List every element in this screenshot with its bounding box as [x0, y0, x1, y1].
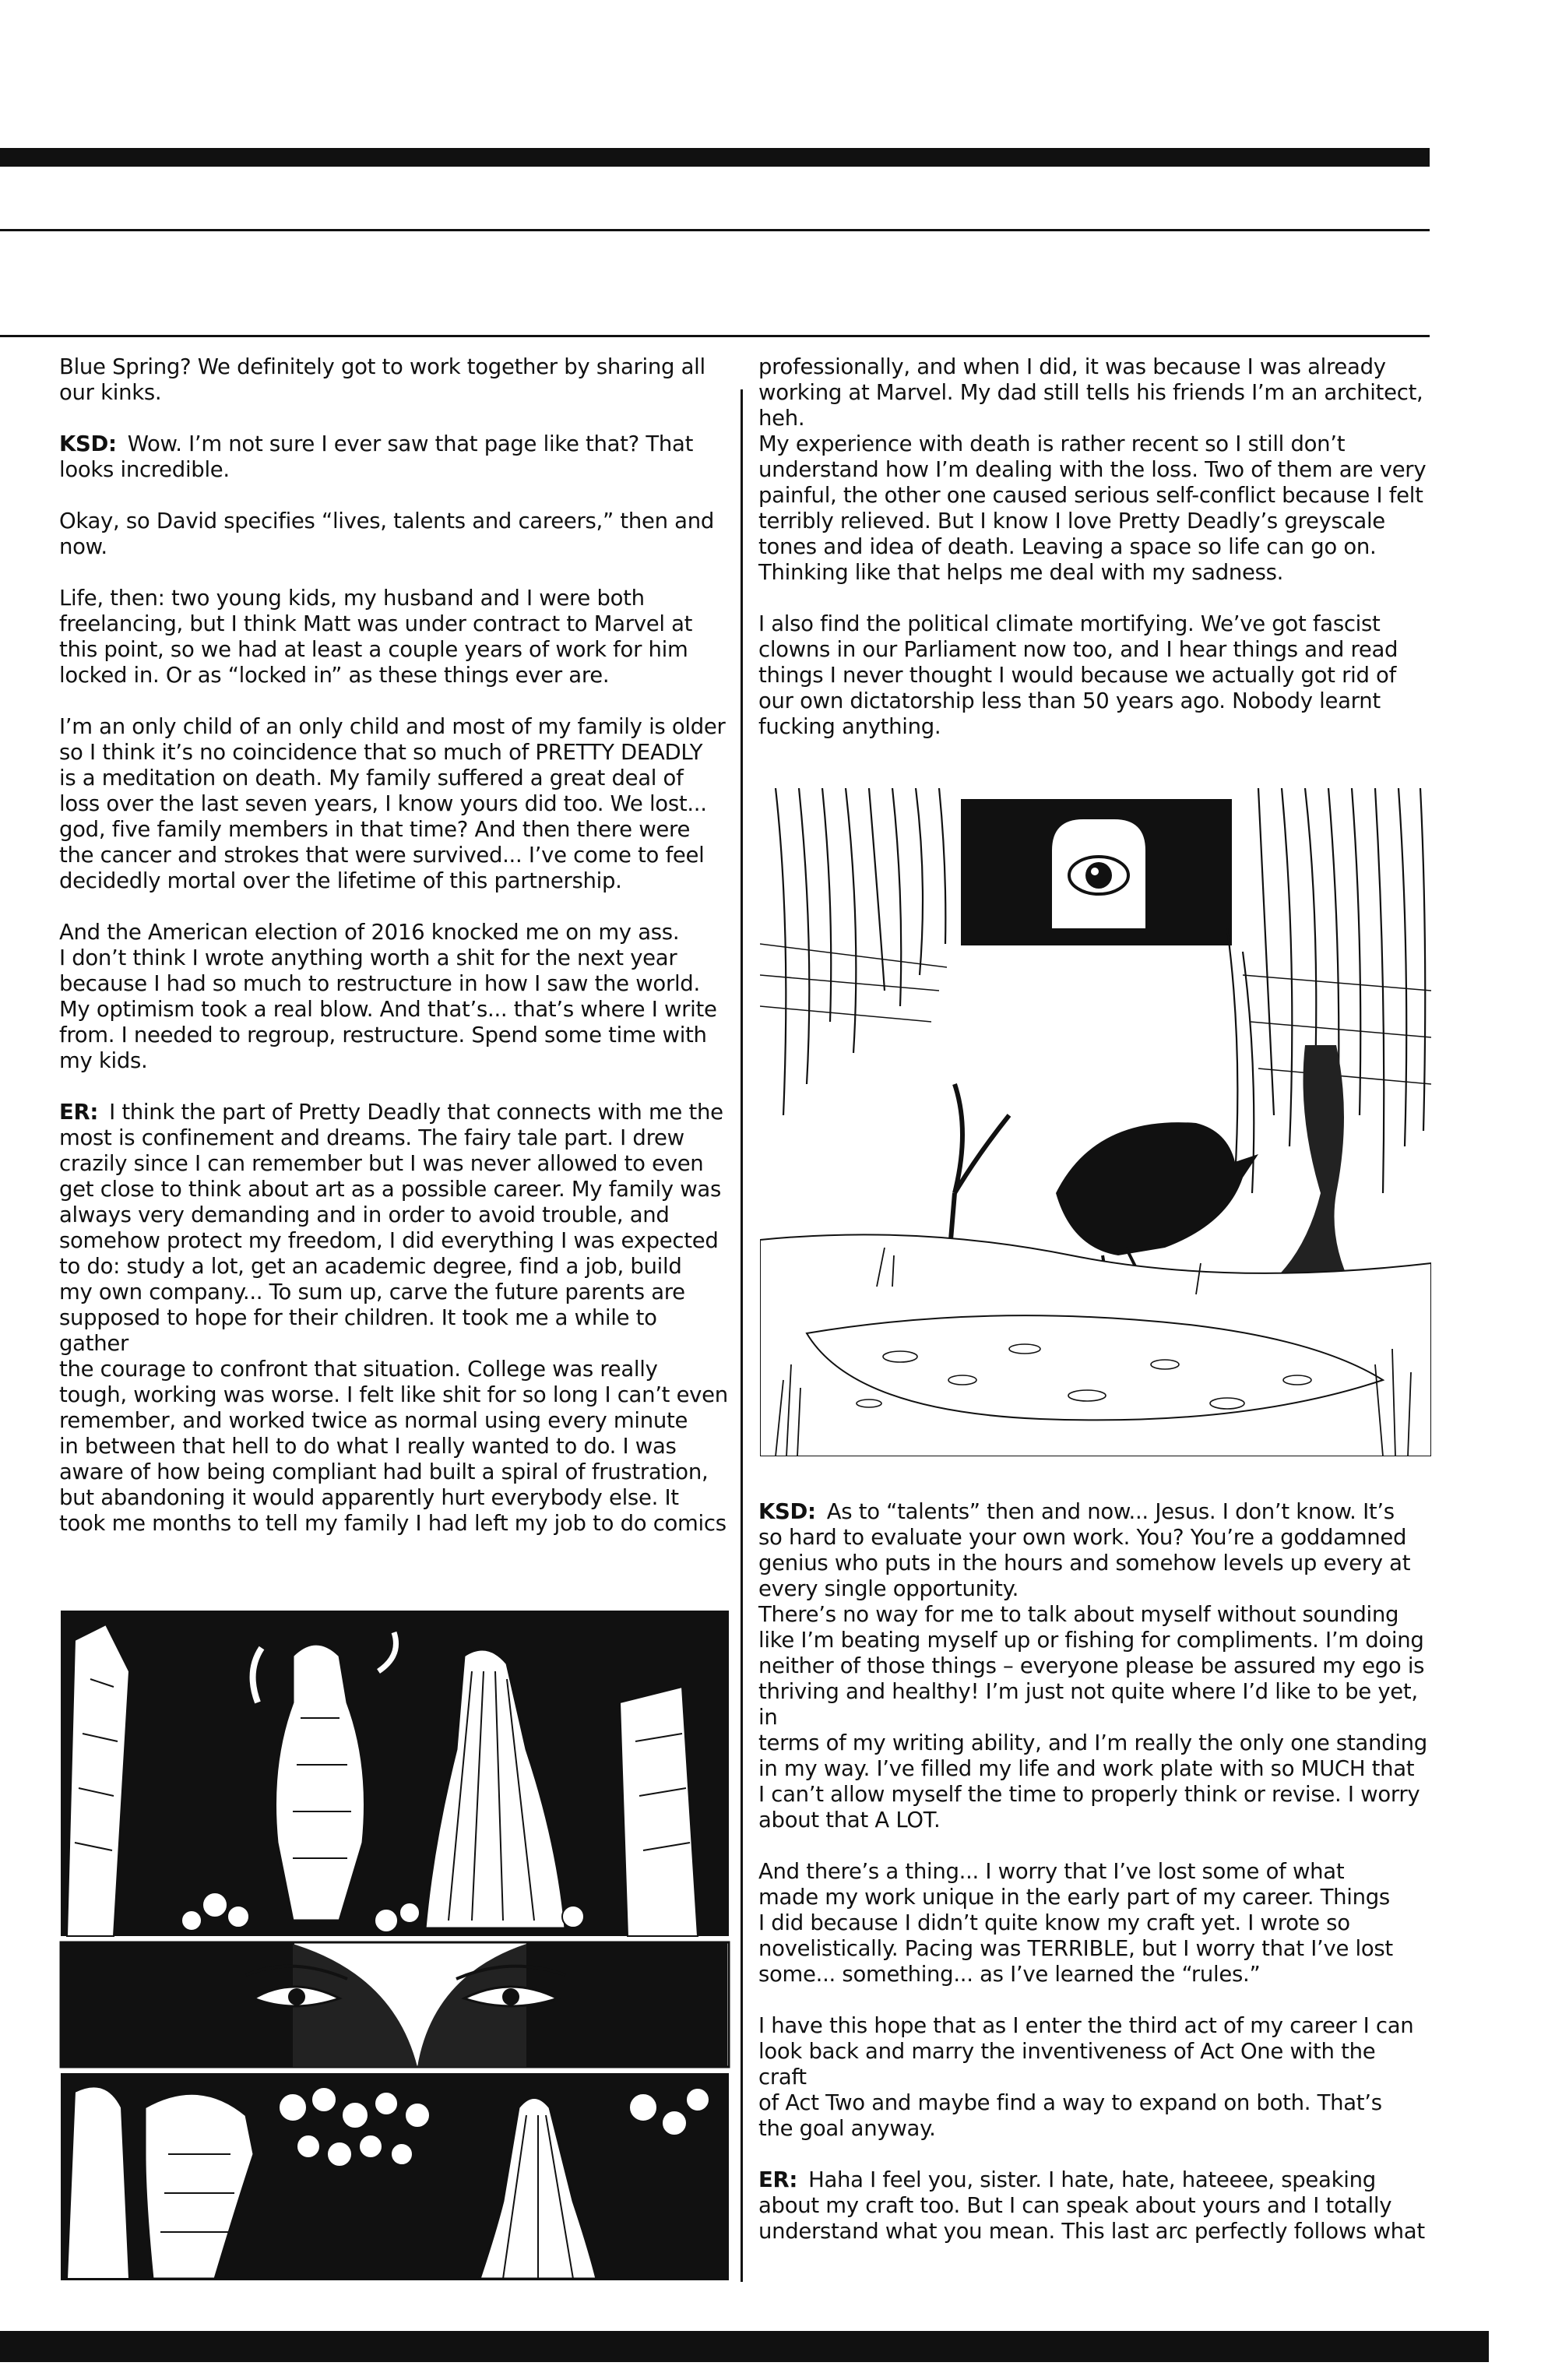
swamp-illustration — [760, 788, 1431, 1456]
comic-art-panels — [59, 1609, 730, 2282]
left-column — [59, 354, 729, 1562]
panel-three — [61, 2073, 729, 2280]
paragraph: And the American election of 2016 knocked me on my ass. I don’t think I wrote anything worth a shit for the next year because I had so much to restructure in how I saw the world. My optimism took a real blow. And that’s... that’s where I write from. I needed to regroup, restructure. Spend some time with my kids. — [59, 920, 717, 1073]
speaker-label: ER: — [758, 2167, 798, 2192]
right-column-top — [758, 354, 1428, 766]
paragraph — [758, 1499, 1428, 1602]
paragraph: I’m an only child of an only child and most of my family is older so I think it’s no coincidence that so much of PRETTY DEADLY is a meditation on death. My family suffered a great deal of loss over the last seven years, I know yours did too. We lost... god, five family members in that time? And then there were the cancer and strokes that were survived... I’ve come to feel decidedly mortal over the lifetime of this partnership. — [59, 714, 726, 893]
paragraph: I have this hope that as I enter the third act of my career I can look back and marry the inventiveness of Act One with the craft of Act Two and maybe find a way to expand on both. That’s the goal anyway. — [758, 2013, 1414, 2141]
top-heavy-rule — [0, 148, 1430, 167]
paragraph: My experience with death is rather recent so I still don’t understand how I’m dealing with the loss. Two of them are very painful, the other one caused serious self-conflict because I felt terribly relieved. But I know I love Pretty Deadly’s greyscale tones and idea of death. Leaving a space so life can go on. Thinking like that helps me deal with my sadness. — [758, 431, 1427, 585]
header-rule-bottom — [0, 335, 1430, 337]
panel-one — [61, 1611, 729, 1936]
paragraph: And there’s a thing... I worry that I’ve lost some of what made my work unique in the early part of my career. Things I did because I didn’t quite know my craft yet. I wrote so novelistically. Pacing was TERRIBLE, but I worry that I’ve lost some... something... as I’ve learned the “rules.” — [758, 1859, 1393, 1987]
paragraph: Okay, so David specifies “lives, talents and careers,” then and now. — [59, 509, 714, 559]
right-column-bottom — [758, 1499, 1428, 2270]
panel-two — [61, 1942, 729, 2067]
paragraph-text: Wow. I’m not sure I ever saw that page like that? That looks incredible. — [59, 431, 694, 482]
comic-panels-illustration — [59, 1609, 730, 2282]
comic-art-swamp — [760, 788, 1431, 1456]
paragraph: Life, then: two young kids, my husband and I were both freelancing, but I think Matt was under contract to Marvel at this point, so we had at least a couple years of work for him locked in. Or as “locked in” as these things ever are. — [59, 586, 693, 688]
paragraph: Blue Spring? We definitely got to work together by sharing all our kinks. — [59, 354, 705, 405]
paragraph — [758, 2167, 1428, 2244]
speaker-label: ER: — [59, 1100, 99, 1125]
header-rule-top — [0, 229, 1430, 231]
bottom-heavy-rule — [0, 2331, 1489, 2362]
paragraph: There’s no way for me to talk about myself without sounding like I’m beating myself up or fishing for compliments. I’m doing neither of those things – everyone please be assured my ego is thriving and healthy! I’m just not quite where I’d like to be yet, in terms of my writing ability, and I’m really the only one standing in my way. I’ve filled my life and work plate with so MUCH that I can’t allow myself the time to properly think or revise. I worry about that A LOT. — [758, 1602, 1427, 1833]
paragraph — [59, 431, 729, 483]
paragraph-text: I think the part of Pretty Deadly that connects with me the most is confinement and dreams. The fairy tale part. I drew crazily since I can remember but I was never allowed to even get close to think about art as a possible career. My family was always very demanding and in order to avoid trouble, and somehow protect my freedom, I did everything I was expected to do: study a lot, get an academic degree, find a job, build my own company... To sum up, carve the future parents are supposed to hope for their children. It took me a while to gather the courage to confront that situation. College was really tough, working was worse. I felt like shit for so long I can’t even remember, and worked twice as normal using every minute in between that hell to do what I really wanted to do. I was aware of how being compliant had built a spiral of frustration, but abandoning it would apparently hurt everybody else. It took me months to tell my family I had left my job to do comics — [59, 1100, 728, 1536]
paragraph — [59, 1100, 729, 1537]
speaker-label: KSD: — [59, 431, 117, 456]
column-divider — [741, 389, 743, 2282]
speaker-label: KSD: — [758, 1499, 816, 1524]
paragraph: I also find the political climate mortifying. We’ve got fascist clowns in our Parliament now too, and I hear things and read things I never thought I would because we actually got rid of our own dictatorship less than 50 years ago. Nobody learnt fucking anything. — [758, 611, 1398, 739]
paragraph-text: Haha I feel you, sister. I hate, hate, hateeee, speaking about my craft too. But I can speak about yours and I totally understand what you mean. This last arc perfectly follows what — [758, 2167, 1425, 2244]
paragraph-text: As to “talents” then and now... Jesus. I don’t know. It’s so hard to evaluate your own work. You? You’re a goddamned genius who puts in the hours and somehow levels up every at every single opportunity. — [758, 1499, 1411, 1601]
paragraph: professionally, and when I did, it was because I was already working at Marvel. My dad still tells his friends I’m an architect, heh. — [758, 354, 1423, 431]
